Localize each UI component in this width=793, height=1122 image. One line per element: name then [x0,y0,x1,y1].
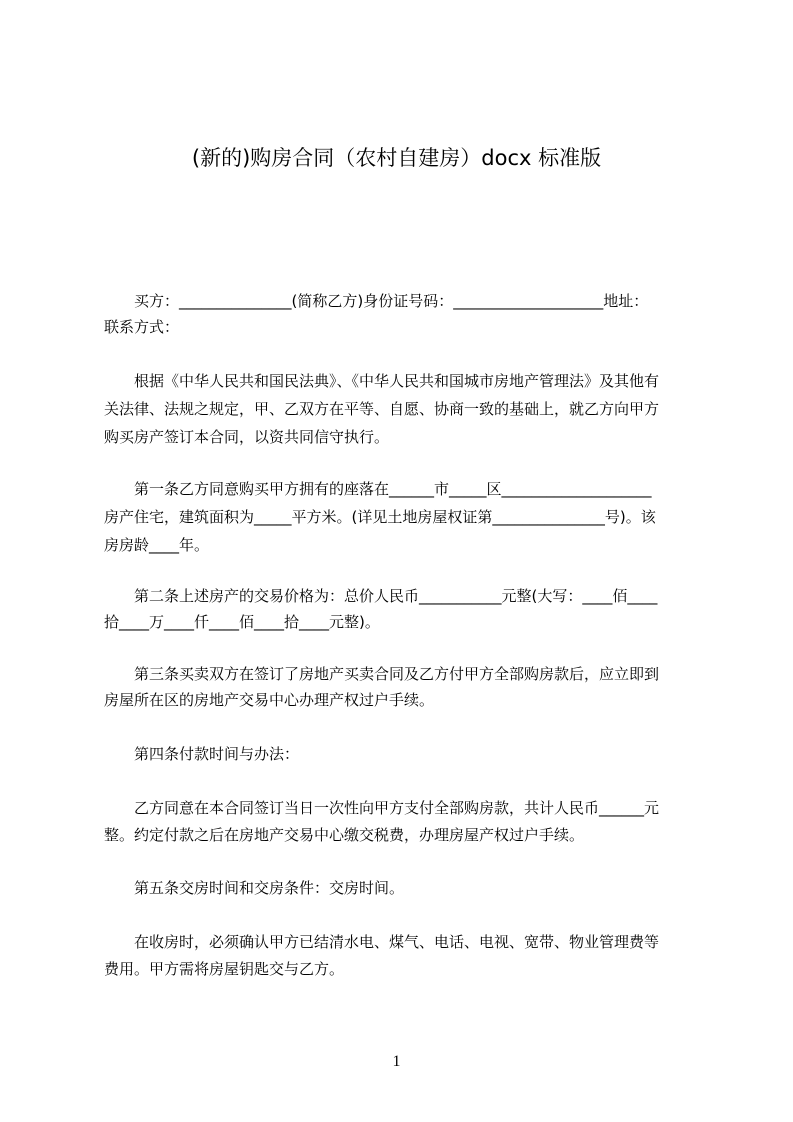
handover-line-1: 在收房时，必须确认甲方已结清水电、煤气、电话、电视、宽带、物业管理费等 [104,933,660,951]
page-number: 1 [392,1053,401,1070]
article-1-line-2: 房产住宅，建筑面积为_____平方米。(详见土地房屋权证第_______________号)。该 [104,508,656,526]
handover-line-2: 费用。甲方需将房屋钥匙交与乙方。 [104,960,345,978]
article-3-line-2: 房屋所在区的房地产交易中心办理产权过户手续。 [104,691,435,709]
preamble-line-3: 购买房产签订本合同，以资共同信守执行。 [104,428,390,446]
payment-line-2: 整。约定付款之后在房地产交易中心缴交税费，办理房屋产权过户手续。 [104,826,585,844]
article-3-line-1: 第三条买卖双方在签订了房地产买卖合同及乙方付甲方全部购房款后，应立即到 [104,665,660,683]
preamble-line-2: 关法律、法规之规定，甲、乙双方在平等、自愿、协商一致的基础上，就乙方向甲方 [104,400,660,418]
article-4-heading: 第四条付款时间与办法： [104,745,300,763]
article-1-line-1: 第一条乙方同意购买甲方拥有的座落在______市_____区____________________ [104,480,652,498]
article-2-line-2: 拾____万____仟____佰____拾____元整)。 [104,613,380,631]
buyer-line: 买方：_______________(简称乙方)身份证号码：____________________地址： [104,292,649,310]
contact-line: 联系方式： [104,318,180,336]
payment-line-1: 乙方同意在本合同签订当日一次性向甲方支付全部购房款，共计人民币______元 [104,799,660,817]
preamble-line-1: 根据《中华人民共和国民法典》、《中华人民共和国城市房地产管理法》及其他有 [104,372,660,390]
document-title: (新的)购房合同（农村自建房）docx 标准版 [191,146,602,170]
article-2-line-1: 第二条上述房产的交易价格为：总价人民币___________元整(大写：____佰____ [104,587,658,605]
article-1-line-3: 房房龄____年。 [104,536,210,554]
article-5-heading: 第五条交房时间和交房条件：交房时间。 [104,879,405,897]
